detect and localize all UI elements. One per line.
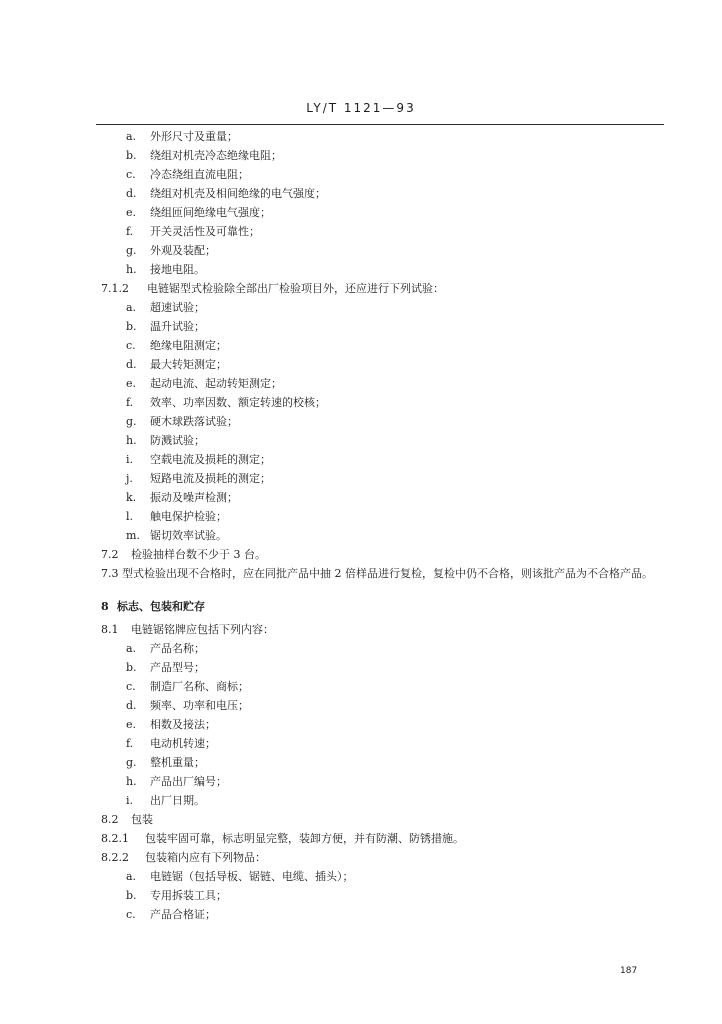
list-item <box>0 507 722 526</box>
item-text: 电链锯（包括导板、锯链、电缆、插头）； <box>150 870 354 883</box>
item-text: 频率、功率和电压； <box>150 699 249 712</box>
item-text: 振动及噪声检测； <box>150 491 238 504</box>
clause-number: 8.2 <box>101 813 119 826</box>
item-text: 效率、功率因数、额定转速的校核； <box>150 396 326 409</box>
clause-7-2 <box>0 545 722 564</box>
item-marker: c. <box>126 908 136 921</box>
list-item <box>0 260 722 279</box>
section-number: 8 <box>101 600 109 613</box>
clause-text: 检验抽样台数不少于 3 台。 <box>131 548 266 561</box>
clause-8-2-1 <box>0 829 722 848</box>
item-text: 温升试验； <box>150 320 205 333</box>
item-marker: h. <box>126 434 137 447</box>
item-marker: m. <box>126 529 140 542</box>
item-marker: d. <box>126 358 137 371</box>
item-marker: j. <box>126 472 133 485</box>
list-1 <box>0 127 722 279</box>
list-item <box>0 772 722 791</box>
item-marker: f. <box>126 225 134 238</box>
item-marker: k. <box>126 491 137 504</box>
item-text: 产品合格证； <box>150 908 216 921</box>
item-text: 电动机转速； <box>150 737 216 750</box>
item-text: 外观及装配； <box>150 244 216 257</box>
list-2 <box>0 298 722 545</box>
clause-8-2-2 <box>0 848 722 867</box>
item-marker: i. <box>126 453 134 466</box>
list-item <box>0 469 722 488</box>
header-rule <box>96 124 664 125</box>
list-item <box>0 658 722 677</box>
item-text: 空载电流及损耗的测定； <box>150 453 271 466</box>
item-marker: e. <box>126 718 137 731</box>
item-marker: e. <box>126 206 137 219</box>
item-text: 触电保护检验； <box>150 510 227 523</box>
clause-number: 7.1.2 <box>101 282 129 295</box>
clause-8-2 <box>0 810 722 829</box>
item-text: 产品型号； <box>150 661 205 674</box>
item-marker: a. <box>126 870 137 883</box>
list-item <box>0 146 722 165</box>
item-text: 出厂日期。 <box>150 794 205 807</box>
page-number: 187 <box>620 966 638 976</box>
list-item <box>0 753 722 772</box>
item-marker: e. <box>126 377 137 390</box>
list-item <box>0 127 722 146</box>
section-title: 标志、包装和贮存 <box>117 600 205 613</box>
item-marker: f. <box>126 396 134 409</box>
clause-text: 包装 <box>131 813 153 826</box>
item-text: 冷态绕组直流电阻； <box>150 168 249 181</box>
clause-7-1-2 <box>0 279 722 298</box>
list-item <box>0 488 722 507</box>
list-item <box>0 886 722 905</box>
clause-text: 电链锯铭牌应包括下列内容： <box>131 623 274 636</box>
item-text: 硬木球跌落试验； <box>150 415 238 428</box>
item-marker: i. <box>126 794 134 807</box>
item-marker: g. <box>126 244 137 257</box>
item-text: 最大转矩测定； <box>150 358 227 371</box>
list-item <box>0 696 722 715</box>
item-text: 开关灵活性及可靠性； <box>150 225 260 238</box>
list-item <box>0 412 722 431</box>
list-item <box>0 374 722 393</box>
item-marker: c. <box>126 168 136 181</box>
clause-number: 7.3 <box>101 567 119 580</box>
list-item <box>0 222 722 241</box>
item-text: 绕组匝间绝缘电气强度； <box>150 206 271 219</box>
item-text: 绕组对机壳冷态绝缘电阻； <box>150 149 282 162</box>
list-item <box>0 867 722 886</box>
list-item <box>0 355 722 374</box>
item-text: 专用拆装工具； <box>150 889 227 902</box>
list-item <box>0 393 722 412</box>
standard-header: LY/T 1121—93 <box>306 101 416 115</box>
item-marker: g. <box>126 415 137 428</box>
list-item <box>0 791 722 810</box>
clause-text: 型式检验出现不合格时，应在同批产品中抽 2 倍样品进行复检，复检中仍不合格，则该批产品为不合格产品。 <box>122 567 653 580</box>
item-text: 相数及接法； <box>150 718 216 731</box>
item-marker: l. <box>126 510 134 523</box>
clause-number: 8.2.1 <box>101 832 129 845</box>
clause-text: 包装箱内应有下列物品： <box>145 851 266 864</box>
item-marker: b. <box>126 661 137 674</box>
list-item <box>0 639 722 658</box>
item-text: 产品出厂编号； <box>150 775 227 788</box>
list-3 <box>0 639 722 810</box>
item-text: 超速试验； <box>150 301 205 314</box>
item-text: 绕组对机壳及相间绝缘的电气强度； <box>150 187 326 200</box>
list-item <box>0 715 722 734</box>
item-marker: h. <box>126 775 137 788</box>
item-text: 防溅试验； <box>150 434 205 447</box>
clause-8-1 <box>0 620 722 639</box>
list-item <box>0 241 722 260</box>
list-item <box>0 526 722 545</box>
item-text: 制造厂名称、商标； <box>150 680 249 693</box>
item-marker: d. <box>126 187 137 200</box>
item-marker: a. <box>126 130 137 143</box>
list-item <box>0 336 722 355</box>
item-marker: a. <box>126 642 137 655</box>
item-text: 短路电流及损耗的测定； <box>150 472 271 485</box>
clause-number: 7.2 <box>101 548 119 561</box>
item-text: 绝缘电阻测定； <box>150 339 227 352</box>
item-text: 接地电阻。 <box>150 263 205 276</box>
list-item <box>0 431 722 450</box>
item-marker: b. <box>126 320 137 333</box>
item-marker: f. <box>126 737 134 750</box>
list-item <box>0 203 722 222</box>
clause-7-3 <box>0 564 659 583</box>
list-item <box>0 165 722 184</box>
section-8-heading <box>0 597 722 616</box>
page-content <box>0 127 722 924</box>
item-marker: c. <box>126 680 136 693</box>
item-marker: a. <box>126 301 137 314</box>
item-text: 产品名称； <box>150 642 205 655</box>
item-text: 整机重量； <box>150 756 205 769</box>
list-item <box>0 450 722 469</box>
item-marker: g. <box>126 756 137 769</box>
clause-text: 包装牢固可靠，标志明显完整，装卸方便，并有防潮、防锈措施。 <box>145 832 464 845</box>
list-item <box>0 317 722 336</box>
item-text: 起动电流、起动转矩测定； <box>150 377 282 390</box>
list-4 <box>0 867 722 924</box>
list-item <box>0 734 722 753</box>
clause-text: 电链锯型式检验除全部出厂检验项目外，还应进行下列试验： <box>147 282 444 295</box>
item-marker: b. <box>126 889 137 902</box>
list-item <box>0 905 722 924</box>
item-marker: h. <box>126 263 137 276</box>
list-item <box>0 677 722 696</box>
list-item <box>0 298 722 317</box>
item-text: 锯切效率试验。 <box>150 529 227 542</box>
clause-number: 8.2.2 <box>101 851 129 864</box>
list-item <box>0 184 722 203</box>
item-marker: b. <box>126 149 137 162</box>
clause-number: 8.1 <box>101 623 119 636</box>
item-marker: d. <box>126 699 137 712</box>
item-text: 外形尺寸及重量； <box>150 130 238 143</box>
item-marker: c. <box>126 339 136 352</box>
